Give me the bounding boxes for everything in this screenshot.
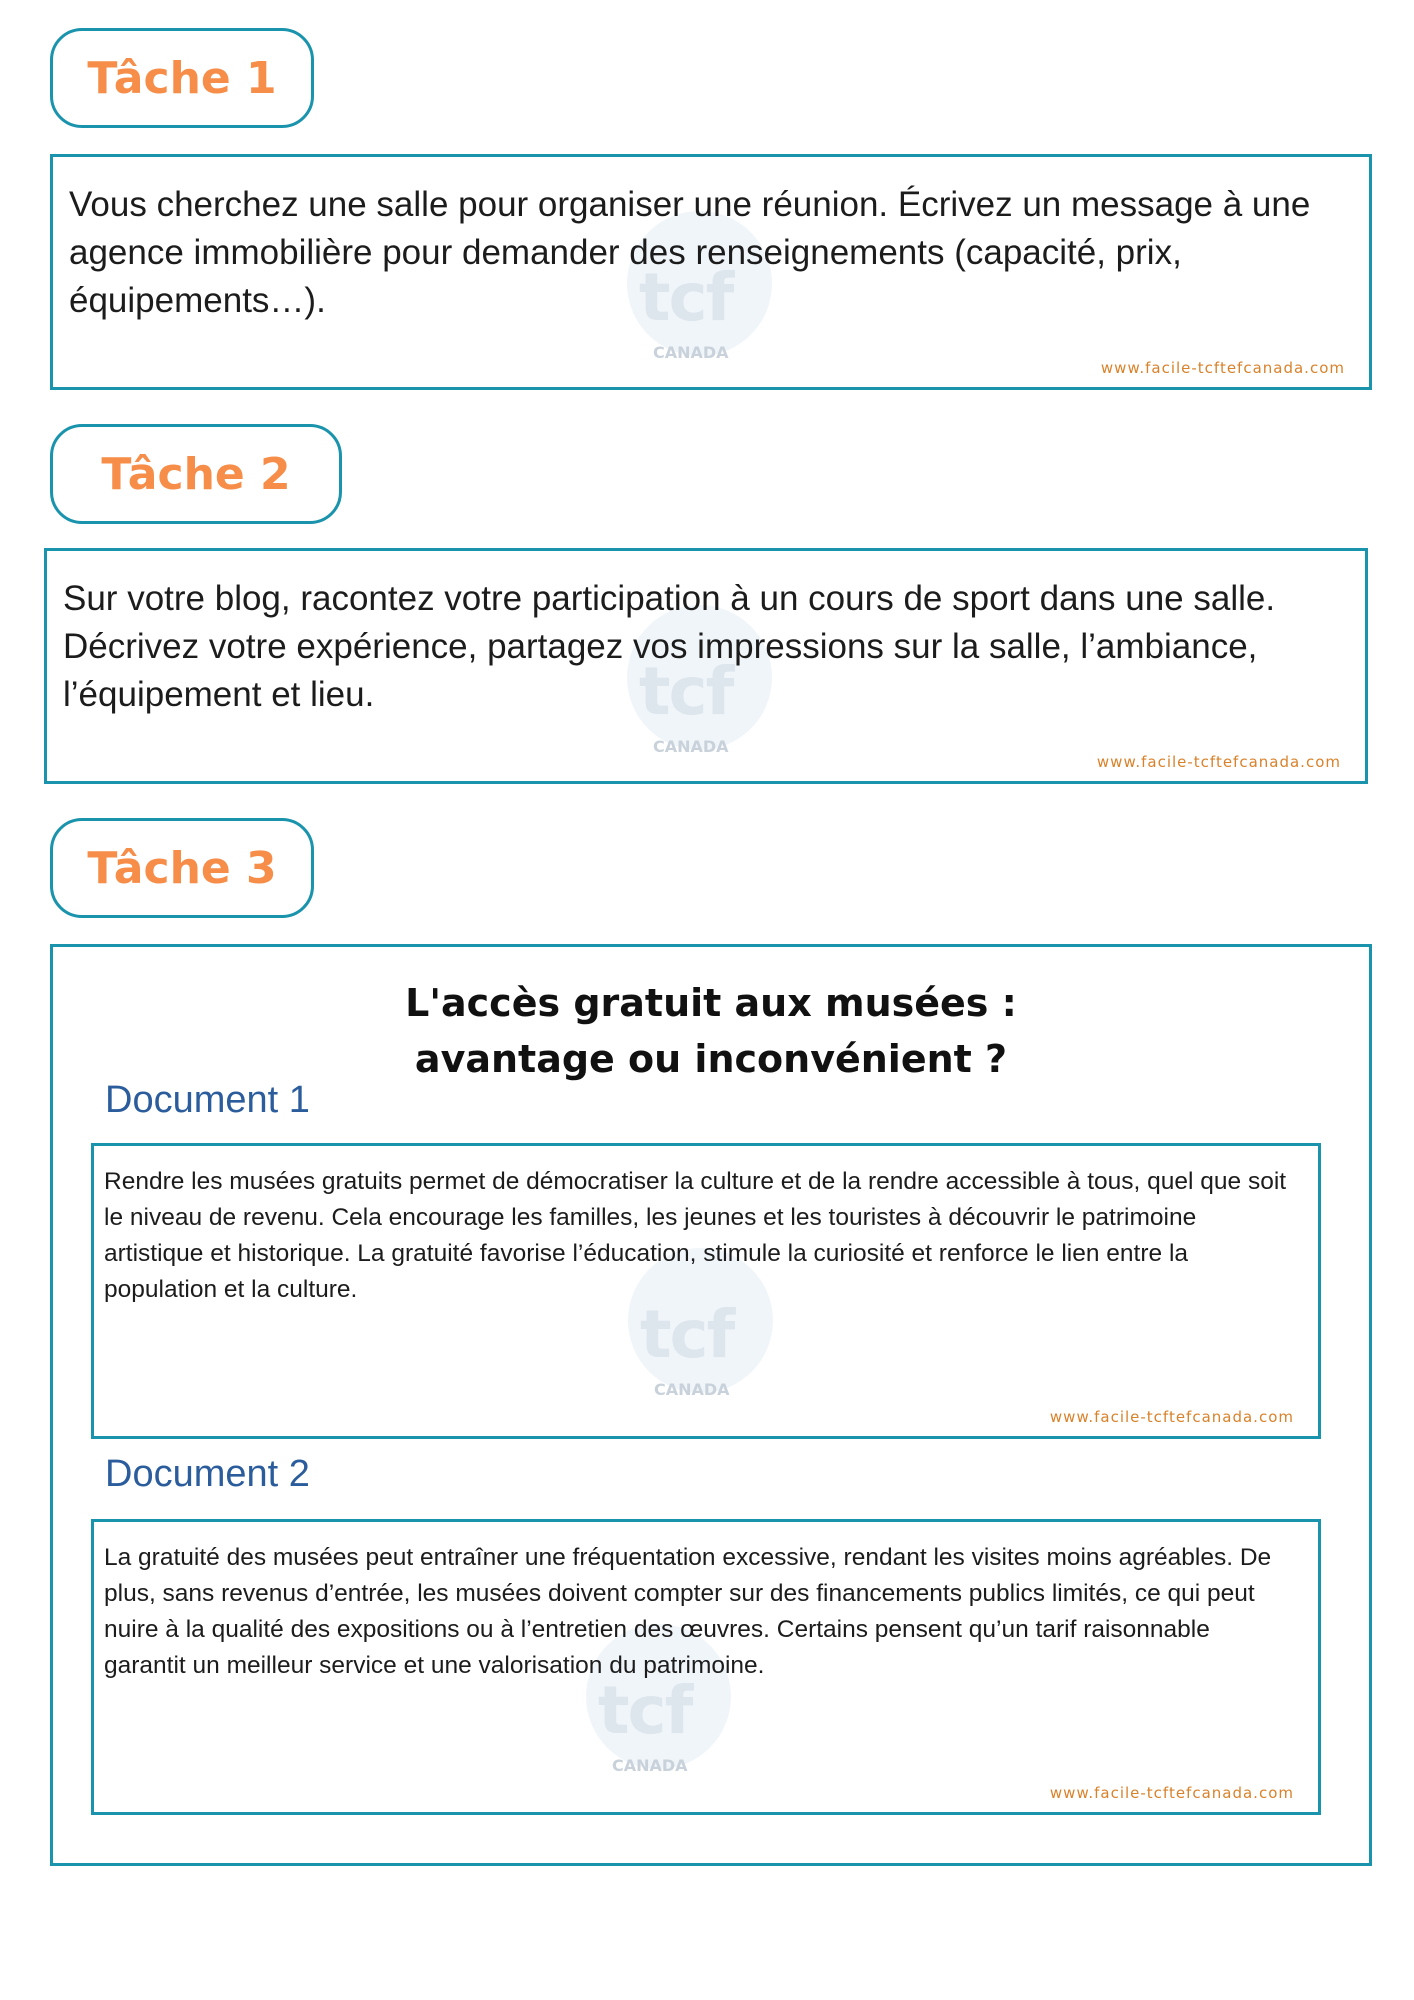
document1-label: Document 1 xyxy=(105,1079,310,1121)
site-url: www.facile-tcftefcanada.com xyxy=(1096,753,1341,771)
watermark-logo: tcf CANADA xyxy=(615,205,785,375)
task1-label: Tâche 1 xyxy=(50,28,314,128)
task3-title: L'accès gratuit aux musées : avantage ou inconvénient ? xyxy=(405,981,1017,1081)
document1-text: Rendre les musées gratuits permet de démocratiser la culture et de la rendre accessible à tous, quel que soit le niveau de revenu. Cela encourage les familles, les jeunes et les touristes à découvrir le patrimoine artistique et historique. La gratuité favorise l’éducation, stimule la curiosité et renforce le lien entre la population et la culture. xyxy=(104,1168,1287,1303)
site-url: www.facile-tcftefcanada.com xyxy=(1049,1784,1294,1802)
document2-label: Document 2 xyxy=(105,1453,310,1495)
task2-text: Sur votre blog, racontez votre participation à un cours de sport dans une salle. Décrivez votre expérience, partagez vos impressions sur la salle, l’ambiance, l’équipement et lieu. xyxy=(63,579,1276,714)
site-url: www.facile-tcftefcanada.com xyxy=(1049,1408,1294,1426)
task3-label: Tâche 3 xyxy=(50,818,314,918)
document1-box xyxy=(91,1143,1321,1439)
site-url: www.facile-tcftefcanada.com xyxy=(1100,359,1345,377)
task2-label: Tâche 2 xyxy=(50,424,342,524)
watermark-logo: tcf CANADA xyxy=(616,1242,786,1412)
task3-box xyxy=(50,944,1372,1866)
document2-box xyxy=(91,1519,1321,1815)
task2-box xyxy=(44,548,1368,784)
document2-text: La gratuité des musées peut entraîner une fréquentation excessive, rendant les visites moins agréables. De plus, sans revenus d’entrée, les musées doivent compter sur des financements publics limités, ce qui peut nuire à la qualité des expositions ou à l’entretien des œuvres. Certains pensent qu’un tarif raisonnable garantit un meilleur service et une valorisation du patrimoine. xyxy=(104,1544,1272,1679)
watermark-logo: tcf CANADA xyxy=(615,599,785,769)
task1-text: Vous cherchez une salle pour organiser une réunion. Écrivez un message à une agence immobilière pour demander des renseignements (capacité, prix, équipements…). xyxy=(69,185,1311,320)
task1-box xyxy=(50,154,1372,390)
watermark-logo: tcf CANADA xyxy=(574,1618,744,1788)
